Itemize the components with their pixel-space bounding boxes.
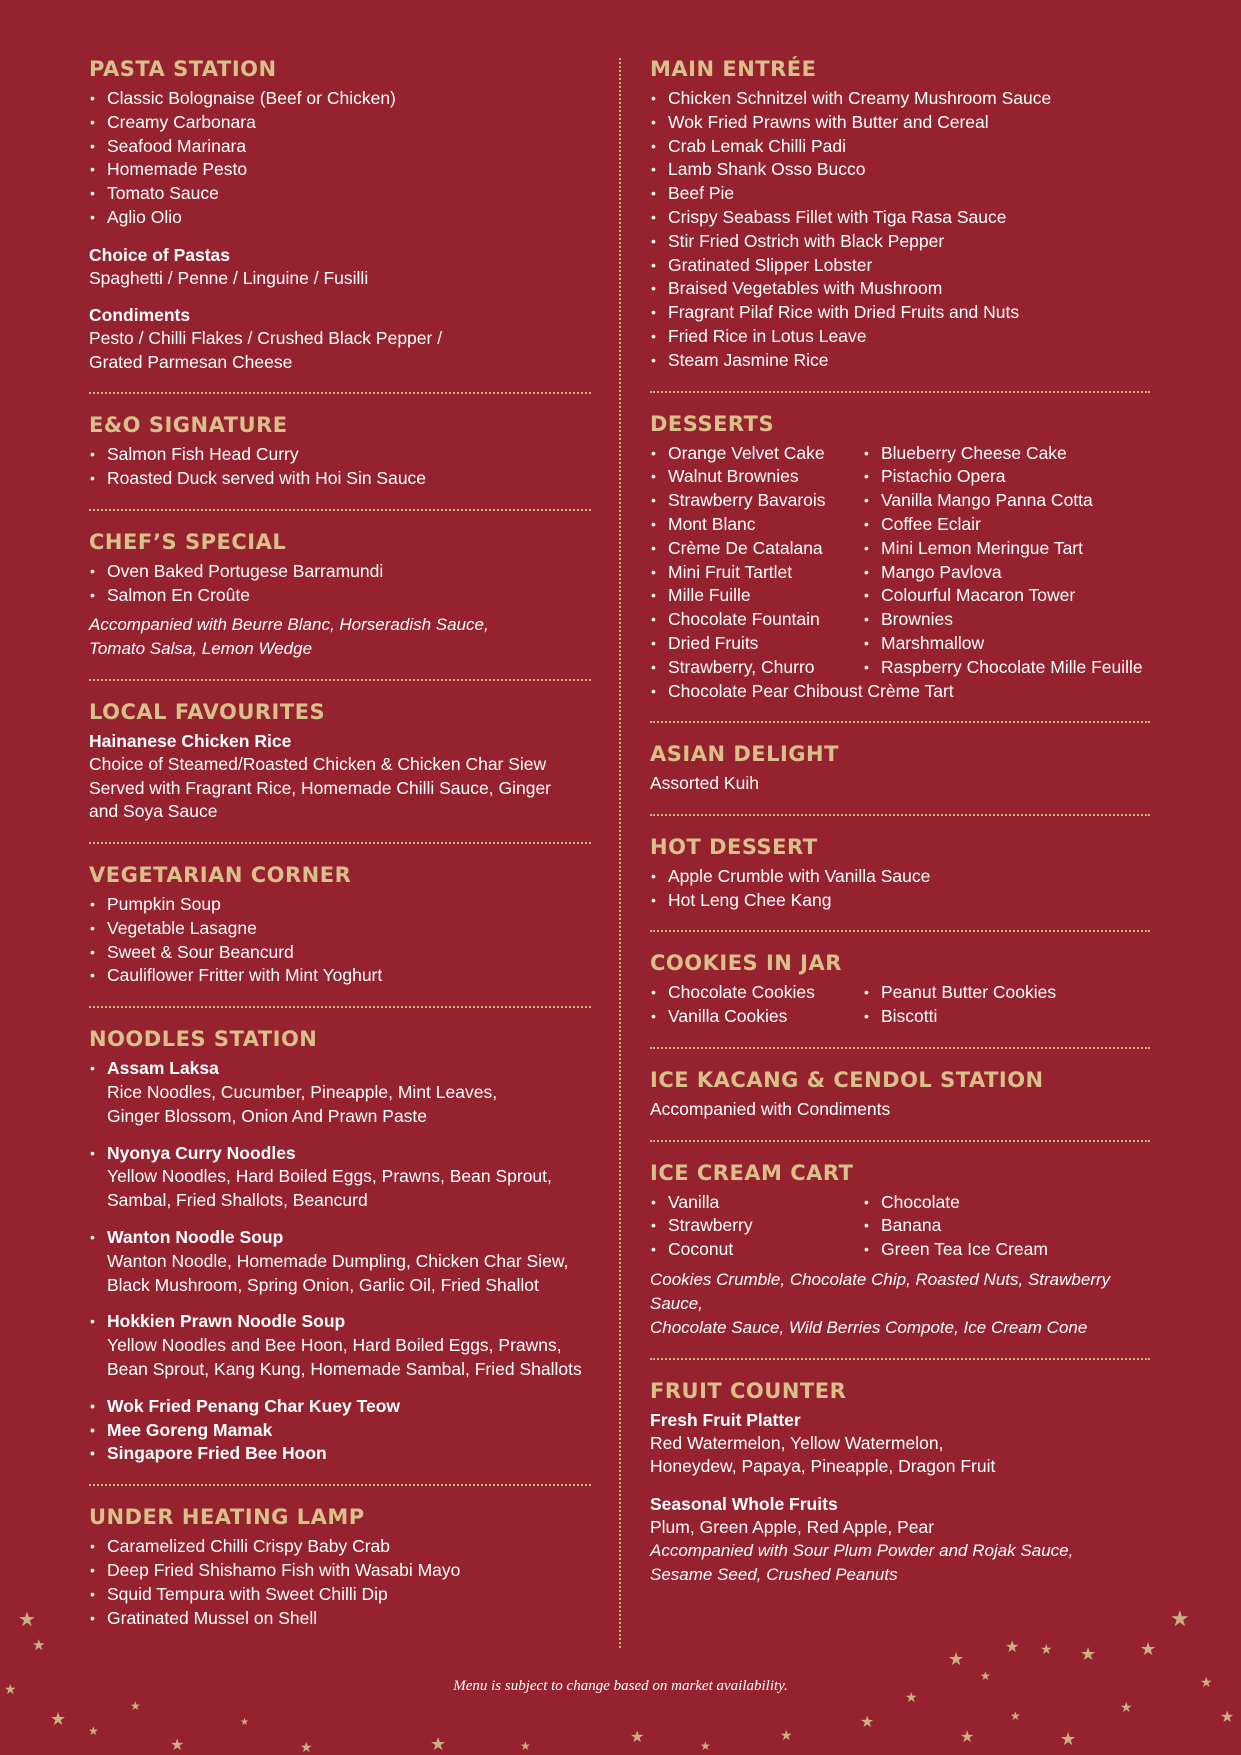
list-item: • Fried Rice in Lotus Leave xyxy=(650,325,1155,349)
item-list xyxy=(863,1191,1155,1262)
star-icon: ★ xyxy=(50,1709,67,1729)
list-item: • Braised Vegetables with Mushroom xyxy=(650,277,1155,301)
asian-delight-section xyxy=(650,741,1155,796)
list-item: • Mille Fuille xyxy=(650,584,863,608)
list-item: • Oven Baked Portugese Barramundi xyxy=(89,560,601,584)
item-list xyxy=(650,1191,863,1262)
section-divider xyxy=(650,1140,1150,1142)
list-item: • Creamy Carbonara xyxy=(89,111,601,135)
right-column xyxy=(650,56,1155,1587)
condiments-title: Condiments xyxy=(89,305,191,326)
toppings-note: Cookies Crumble, Chocolate Chip, Roasted Nuts, Strawberry Sauce, xyxy=(650,1269,1111,1313)
list-item: • Green Tea Ice Cream xyxy=(863,1238,1155,1262)
list-item: • Pistachio Opera xyxy=(863,465,1155,489)
left-column xyxy=(89,56,601,1630)
accompaniment-note: Tomato Salsa, Lemon Wedge xyxy=(89,639,313,659)
section-title: NOODLES STATION xyxy=(89,1027,318,1052)
star-icon: ★ xyxy=(1005,1639,1020,1656)
noodles-station-section xyxy=(89,1026,601,1466)
list-item: • Mee Goreng Mamak xyxy=(89,1419,601,1443)
item-list xyxy=(650,865,1155,913)
list-item: • Fragrant Pilaf Rice with Dried Fruits and Nuts xyxy=(650,301,1155,325)
section-divider xyxy=(89,679,591,681)
star-icon: ★ xyxy=(1040,1641,1053,1657)
list-item: • Mango Pavlova xyxy=(863,561,1155,585)
item-list xyxy=(650,680,1155,704)
list-item: • Vanilla Mango Panna Cotta xyxy=(863,489,1155,513)
section-divider xyxy=(650,1047,1150,1049)
list-item: • Cauliflower Fritter with Mint Yoghurt xyxy=(89,964,601,988)
list-item: • Gratinated Mussel on Shell xyxy=(89,1607,601,1631)
section-divider xyxy=(89,509,591,511)
list-item: • Aglio Olio xyxy=(89,206,601,230)
list-item: • Stir Fried Ostrich with Black Pepper xyxy=(650,230,1155,254)
fruit-platter-title: Fresh Fruit Platter xyxy=(650,1409,801,1430)
list-item: • Banana xyxy=(863,1214,1155,1238)
list-item: • Chocolate Fountain xyxy=(650,608,863,632)
list-item: • Brownies xyxy=(863,608,1155,632)
section-title: HOT DESSERT xyxy=(650,834,818,859)
list-item: • Singapore Fried Bee Hoon xyxy=(89,1442,601,1466)
dish-description: Sambal, Fried Shallots, Beancurd xyxy=(107,1190,368,1211)
section-divider xyxy=(89,842,591,844)
fruit-platter-text: Red Watermelon, Yellow Watermelon, xyxy=(650,1432,944,1453)
list-item: • Crab Lemak Chilli Padi xyxy=(650,135,1155,159)
star-icon: ★ xyxy=(130,1699,141,1713)
star-icon: ★ xyxy=(520,1739,531,1753)
eo-signature-section xyxy=(89,412,601,491)
dish-description: Ginger Blossom, Onion And Prawn Paste xyxy=(107,1105,428,1126)
list-item: • Deep Fried Shishamo Fish with Wasabi Mayo xyxy=(89,1559,601,1583)
list-item xyxy=(89,1226,601,1297)
seasonal-fruits-text: Plum, Green Apple, Red Apple, Pear xyxy=(650,1516,935,1537)
item-list xyxy=(863,442,1155,680)
list-item xyxy=(89,1057,601,1128)
dish-description: Served with Fragrant Rice, Homemade Chilli Sauce, Ginger xyxy=(89,777,551,798)
toppings-note: Chocolate Sauce, Wild Berries Compote, Ice Cream Cone xyxy=(650,1317,1088,1337)
seasonal-fruits-title: Seasonal Whole Fruits xyxy=(650,1493,838,1514)
section-title: ICE KACANG & CENDOL STATION xyxy=(650,1068,1044,1093)
star-icon: ★ xyxy=(170,1737,185,1754)
item-list xyxy=(89,443,601,491)
item-list xyxy=(863,981,1155,1029)
section-divider xyxy=(89,1484,591,1486)
ice-kacang-section xyxy=(650,1067,1155,1122)
star-icon: ★ xyxy=(88,1724,99,1738)
dish-name: Hainanese Chicken Rice xyxy=(89,731,292,752)
star-icon: ★ xyxy=(905,1689,918,1705)
list-item: • Chocolate Cookies xyxy=(650,981,863,1005)
section-title: E&O SIGNATURE xyxy=(89,413,288,438)
list-item: • Dried Fruits xyxy=(650,632,863,656)
list-item: • Gratinated Slipper Lobster xyxy=(650,254,1155,278)
star-icon: ★ xyxy=(860,1714,875,1731)
accompaniment-note: Accompanied with Beurre Blanc, Horseradish Sauce, xyxy=(89,615,489,635)
section-title: DESSERTS xyxy=(650,411,775,436)
list-item: • Marshmallow xyxy=(863,632,1155,656)
list-item xyxy=(89,1310,601,1381)
star-icon: ★ xyxy=(630,1729,645,1746)
star-icon: ★ xyxy=(240,1717,249,1728)
star-icon: ★ xyxy=(4,1681,17,1697)
list-item: • Homemade Pesto xyxy=(89,158,601,182)
section-title: LOCAL FAVOURITES xyxy=(89,700,326,725)
list-item: • Chocolate Pear Chiboust Crème Tart xyxy=(650,680,1155,704)
list-item: • Coconut xyxy=(650,1238,863,1262)
desserts-section xyxy=(650,411,1155,704)
section-divider xyxy=(650,814,1150,816)
choice-of-pastas-title: Choice of Pastas xyxy=(89,244,231,265)
section-divider xyxy=(89,392,591,394)
list-item: • Hot Leng Chee Kang xyxy=(650,889,1155,913)
star-icon: ★ xyxy=(1140,1639,1157,1659)
pasta-station-section xyxy=(89,56,601,374)
star-icon: ★ xyxy=(1200,1674,1213,1690)
list-item xyxy=(89,1142,601,1213)
section-text: Assorted Kuih xyxy=(650,773,759,794)
section-title: MAIN ENTRÉE xyxy=(650,57,817,81)
list-item: • Chocolate xyxy=(863,1191,1155,1215)
star-icon: ★ xyxy=(948,1649,965,1669)
list-item: • Lamb Shank Osso Bucco xyxy=(650,158,1155,182)
list-item: • Mini Lemon Meringue Tart xyxy=(863,537,1155,561)
list-item: • Strawberry Bavarois xyxy=(650,489,863,513)
dish-description: and Soya Sauce xyxy=(89,801,218,822)
item-list xyxy=(89,560,601,608)
section-divider xyxy=(650,930,1150,932)
list-item: • Crème De Catalana xyxy=(650,537,863,561)
fruit-counter-section xyxy=(650,1378,1155,1588)
dish-description: Yellow Noodles and Bee Hoon, Hard Boiled Eggs, Prawns, xyxy=(107,1335,562,1356)
list-item: • Wok Fried Penang Char Kuey Teow xyxy=(89,1395,601,1419)
star-icon: ★ xyxy=(300,1739,313,1755)
section-divider xyxy=(89,1006,591,1008)
section-title: ICE CREAM CART xyxy=(650,1160,854,1185)
item-list xyxy=(650,442,863,680)
condiments-text: Grated Parmesan Cheese xyxy=(89,351,293,372)
item-list xyxy=(89,893,601,988)
dish-description: Yellow Noodles, Hard Boiled Eggs, Prawns, Bean Sprout, xyxy=(107,1166,552,1187)
star-icon: ★ xyxy=(980,1669,991,1683)
list-item: • Coffee Eclair xyxy=(863,513,1155,537)
local-favourites-section xyxy=(89,699,601,824)
item-list xyxy=(89,1057,601,1466)
list-item: • Orange Velvet Cake xyxy=(650,442,863,466)
star-icon: ★ xyxy=(1170,1606,1190,1631)
list-item: • Blueberry Cheese Cake xyxy=(863,442,1155,466)
list-item: • Steam Jasmine Rice xyxy=(650,349,1155,373)
list-item: • Salmon Fish Head Curry xyxy=(89,443,601,467)
ice-cream-cart-section xyxy=(650,1160,1155,1340)
hot-dessert-section xyxy=(650,834,1155,913)
section-divider xyxy=(650,721,1150,723)
list-item: • Seafood Marinara xyxy=(89,135,601,159)
list-item: • Crispy Seabass Fillet with Tiga Rasa Sauce xyxy=(650,206,1155,230)
list-item: • Raspberry Chocolate Mille Feuille xyxy=(863,656,1155,680)
list-item: • Vegetable Lasagne xyxy=(89,917,601,941)
list-item: • Mont Blanc xyxy=(650,513,863,537)
item-list xyxy=(89,87,601,230)
list-item: • Classic Bolognaise (Beef or Chicken) xyxy=(89,87,601,111)
list-item: • Walnut Brownies xyxy=(650,465,863,489)
list-item: • Wok Fried Prawns with Butter and Cereal xyxy=(650,111,1155,135)
dish-name: • Assam Laksa xyxy=(107,1058,219,1079)
dish-description: Choice of Steamed/Roasted Chicken & Chicken Char Siew xyxy=(89,754,547,775)
main-entree-section xyxy=(650,56,1155,373)
list-item: • Colourful Macaron Tower xyxy=(863,584,1155,608)
list-item: • Vanilla xyxy=(650,1191,863,1215)
section-divider xyxy=(650,1358,1150,1360)
star-icon: ★ xyxy=(1080,1644,1097,1664)
section-title: UNDER HEATING LAMP xyxy=(89,1505,365,1530)
star-icon: ★ xyxy=(1220,1709,1235,1726)
section-title: FRUIT COUNTER xyxy=(650,1378,847,1403)
star-decoration xyxy=(0,1590,1241,1754)
star-icon: ★ xyxy=(780,1727,793,1743)
ice-cream-columns xyxy=(650,1191,1155,1262)
list-item: • Tomato Sauce xyxy=(89,182,601,206)
list-item: • Sweet & Sour Beancurd xyxy=(89,941,601,965)
section-title: ASIAN DELIGHT xyxy=(650,742,839,767)
list-item: • Salmon En Croûte xyxy=(89,584,601,608)
list-item: • Roasted Duck served with Hoi Sin Sauce xyxy=(89,467,601,491)
dish-name: • Nyonya Curry Noodles xyxy=(107,1142,296,1163)
star-icon: ★ xyxy=(700,1739,711,1753)
star-icon: ★ xyxy=(32,1637,46,1654)
section-divider xyxy=(650,391,1150,393)
list-item: • Beef Pie xyxy=(650,182,1155,206)
section-title: VEGETARIAN CORNER xyxy=(89,862,352,887)
section-title: PASTA STATION xyxy=(89,57,277,81)
list-item: • Pumpkin Soup xyxy=(89,893,601,917)
list-item: • Vanilla Cookies xyxy=(650,1005,863,1029)
list-item: • Peanut Butter Cookies xyxy=(863,981,1155,1005)
vegetarian-corner-section xyxy=(89,862,601,988)
dish-description: Bean Sprout, Kang Kung, Homemade Sambal, Fried Shallots xyxy=(107,1358,582,1379)
star-icon: ★ xyxy=(430,1734,447,1754)
choice-of-pastas-text: Spaghetti / Penne / Linguine / Fusilli xyxy=(89,267,369,288)
dish-name: • Wanton Noodle Soup xyxy=(107,1226,284,1247)
list-item: • Chicken Schnitzel with Creamy Mushroom Sauce xyxy=(650,87,1155,111)
condiments-text: Pesto / Chilli Flakes / Crushed Black Pepper / xyxy=(89,328,443,349)
list-item: • Mini Fruit Tartlet xyxy=(650,561,863,585)
dish-description: Black Mushroom, Spring Onion, Garlic Oil, Fried Shallot xyxy=(107,1274,539,1295)
list-item: • Biscotti xyxy=(863,1005,1155,1029)
star-icon: ★ xyxy=(1120,1699,1133,1715)
star-icon: ★ xyxy=(1060,1729,1077,1749)
accompaniment-note: Sesame Seed, Crushed Peanuts xyxy=(650,1565,898,1585)
cookies-in-jar-section xyxy=(650,950,1155,1029)
footer-note: Menu is subject to change based on market availability. xyxy=(453,1678,788,1694)
cookie-columns xyxy=(650,981,1155,1029)
dish-description: Wanton Noodle, Homemade Dumpling, Chicken Char Siew, xyxy=(107,1250,569,1271)
dish-name: • Hokkien Prawn Noodle Soup xyxy=(107,1311,346,1332)
dessert-columns xyxy=(650,442,1155,680)
list-item: • Caramelized Chilli Crispy Baby Crab xyxy=(89,1535,601,1559)
chefs-special-section xyxy=(89,529,601,662)
item-list xyxy=(650,87,1155,373)
accompaniment-note: Accompanied with Sour Plum Powder and Rojak Sauce, xyxy=(650,1541,1074,1561)
section-text: Accompanied with Condiments xyxy=(650,1099,891,1120)
list-item: • Squid Tempura with Sweet Chilli Dip xyxy=(89,1583,601,1607)
star-icon: ★ xyxy=(1010,1709,1021,1723)
dish-description: Rice Noodles, Cucumber, Pineapple, Mint Leaves, xyxy=(107,1081,498,1102)
star-icon: ★ xyxy=(960,1729,975,1746)
star-icon: ★ xyxy=(18,1609,36,1631)
list-item: • Strawberry, Churro xyxy=(650,656,863,680)
column-divider xyxy=(619,58,621,1648)
item-list xyxy=(650,981,863,1029)
section-title: COOKIES IN JAR xyxy=(650,951,842,976)
section-title: CHEF’S SPECIAL xyxy=(89,529,287,554)
list-item: • Apple Crumble with Vanilla Sauce xyxy=(650,865,1155,889)
list-item: • Strawberry xyxy=(650,1214,863,1238)
fruit-platter-text: Honeydew, Papaya, Pineapple, Dragon Fruit xyxy=(650,1456,996,1477)
